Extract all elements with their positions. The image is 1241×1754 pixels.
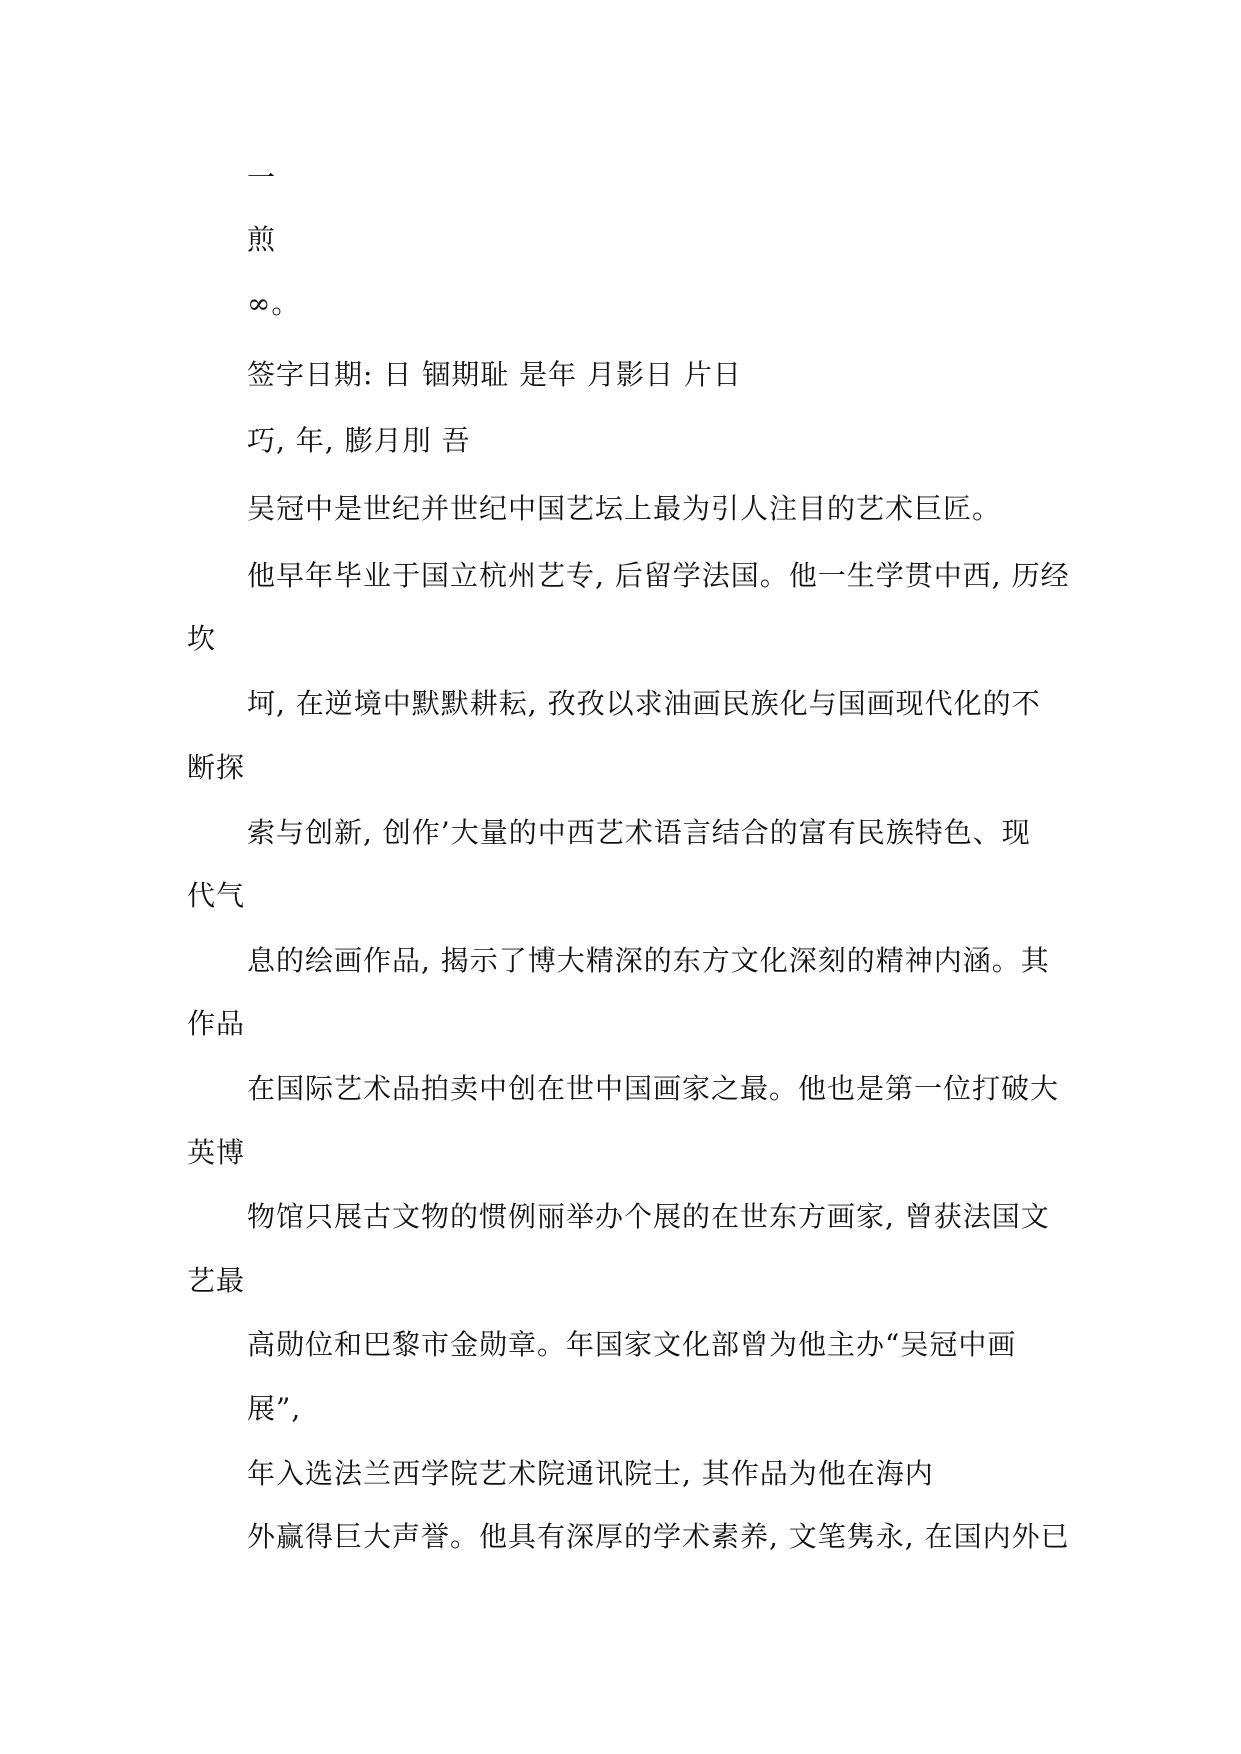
text-line: 坎 bbox=[187, 622, 217, 655]
text-line: 展”, bbox=[247, 1392, 302, 1425]
text-line: 物馆只展古文物的惯例丽举办个展的在世东方画家, 曾获法国文 bbox=[247, 1200, 1050, 1233]
text-line: 英博 bbox=[187, 1136, 246, 1169]
text-line: 代气 bbox=[187, 879, 246, 912]
text-line: 吴冠中是世纪并世纪中国艺坛上最为引人注目的艺术巨匠。 bbox=[247, 492, 1002, 525]
text-line: 断探 bbox=[187, 751, 246, 784]
text-line: 巧, 年, 膨月刖 吾 bbox=[247, 424, 471, 457]
text-line: 签字日期: 日 锢期耻 是年 月影日 片日 bbox=[247, 358, 742, 391]
text-line: 一 bbox=[247, 161, 277, 194]
text-line: 外赢得巨大声誉。他具有深厚的学术素养, 文笔隽永, 在国内外已 bbox=[247, 1520, 1070, 1553]
text-line: 索与创新, 创作’大量的中西艺术语言结合的富有民族特色、现 bbox=[247, 816, 1031, 849]
text-line: 作品 bbox=[187, 1007, 246, 1040]
text-line: ∞。 bbox=[247, 287, 301, 320]
text-line: 坷, 在逆境中默默耕耘, 孜孜以求油画民族化与国画现代化的不 bbox=[247, 687, 1041, 720]
text-line: 艺最 bbox=[187, 1264, 246, 1297]
text-line: 煎 bbox=[247, 223, 277, 256]
text-line: 高勋位和巴黎市金勋章。年国家文化部曾为他主办“吴冠中画 bbox=[247, 1328, 1017, 1361]
text-line: 年入选法兰西学院艺术院通讯院士, 其作品为他在海内 bbox=[247, 1457, 934, 1490]
text-line: 他早年毕业于国立杭州艺专, 后留学法国。他一生学贯中西, 历经 bbox=[247, 559, 1070, 592]
text-line: 息的绘画作品, 揭示了博大精深的东方文化深刻的精神内涵。其 bbox=[247, 944, 1050, 977]
text-line: 在国际艺术品拍卖中创在世中国画家之最。他也是第一位打破大 bbox=[247, 1072, 1060, 1105]
